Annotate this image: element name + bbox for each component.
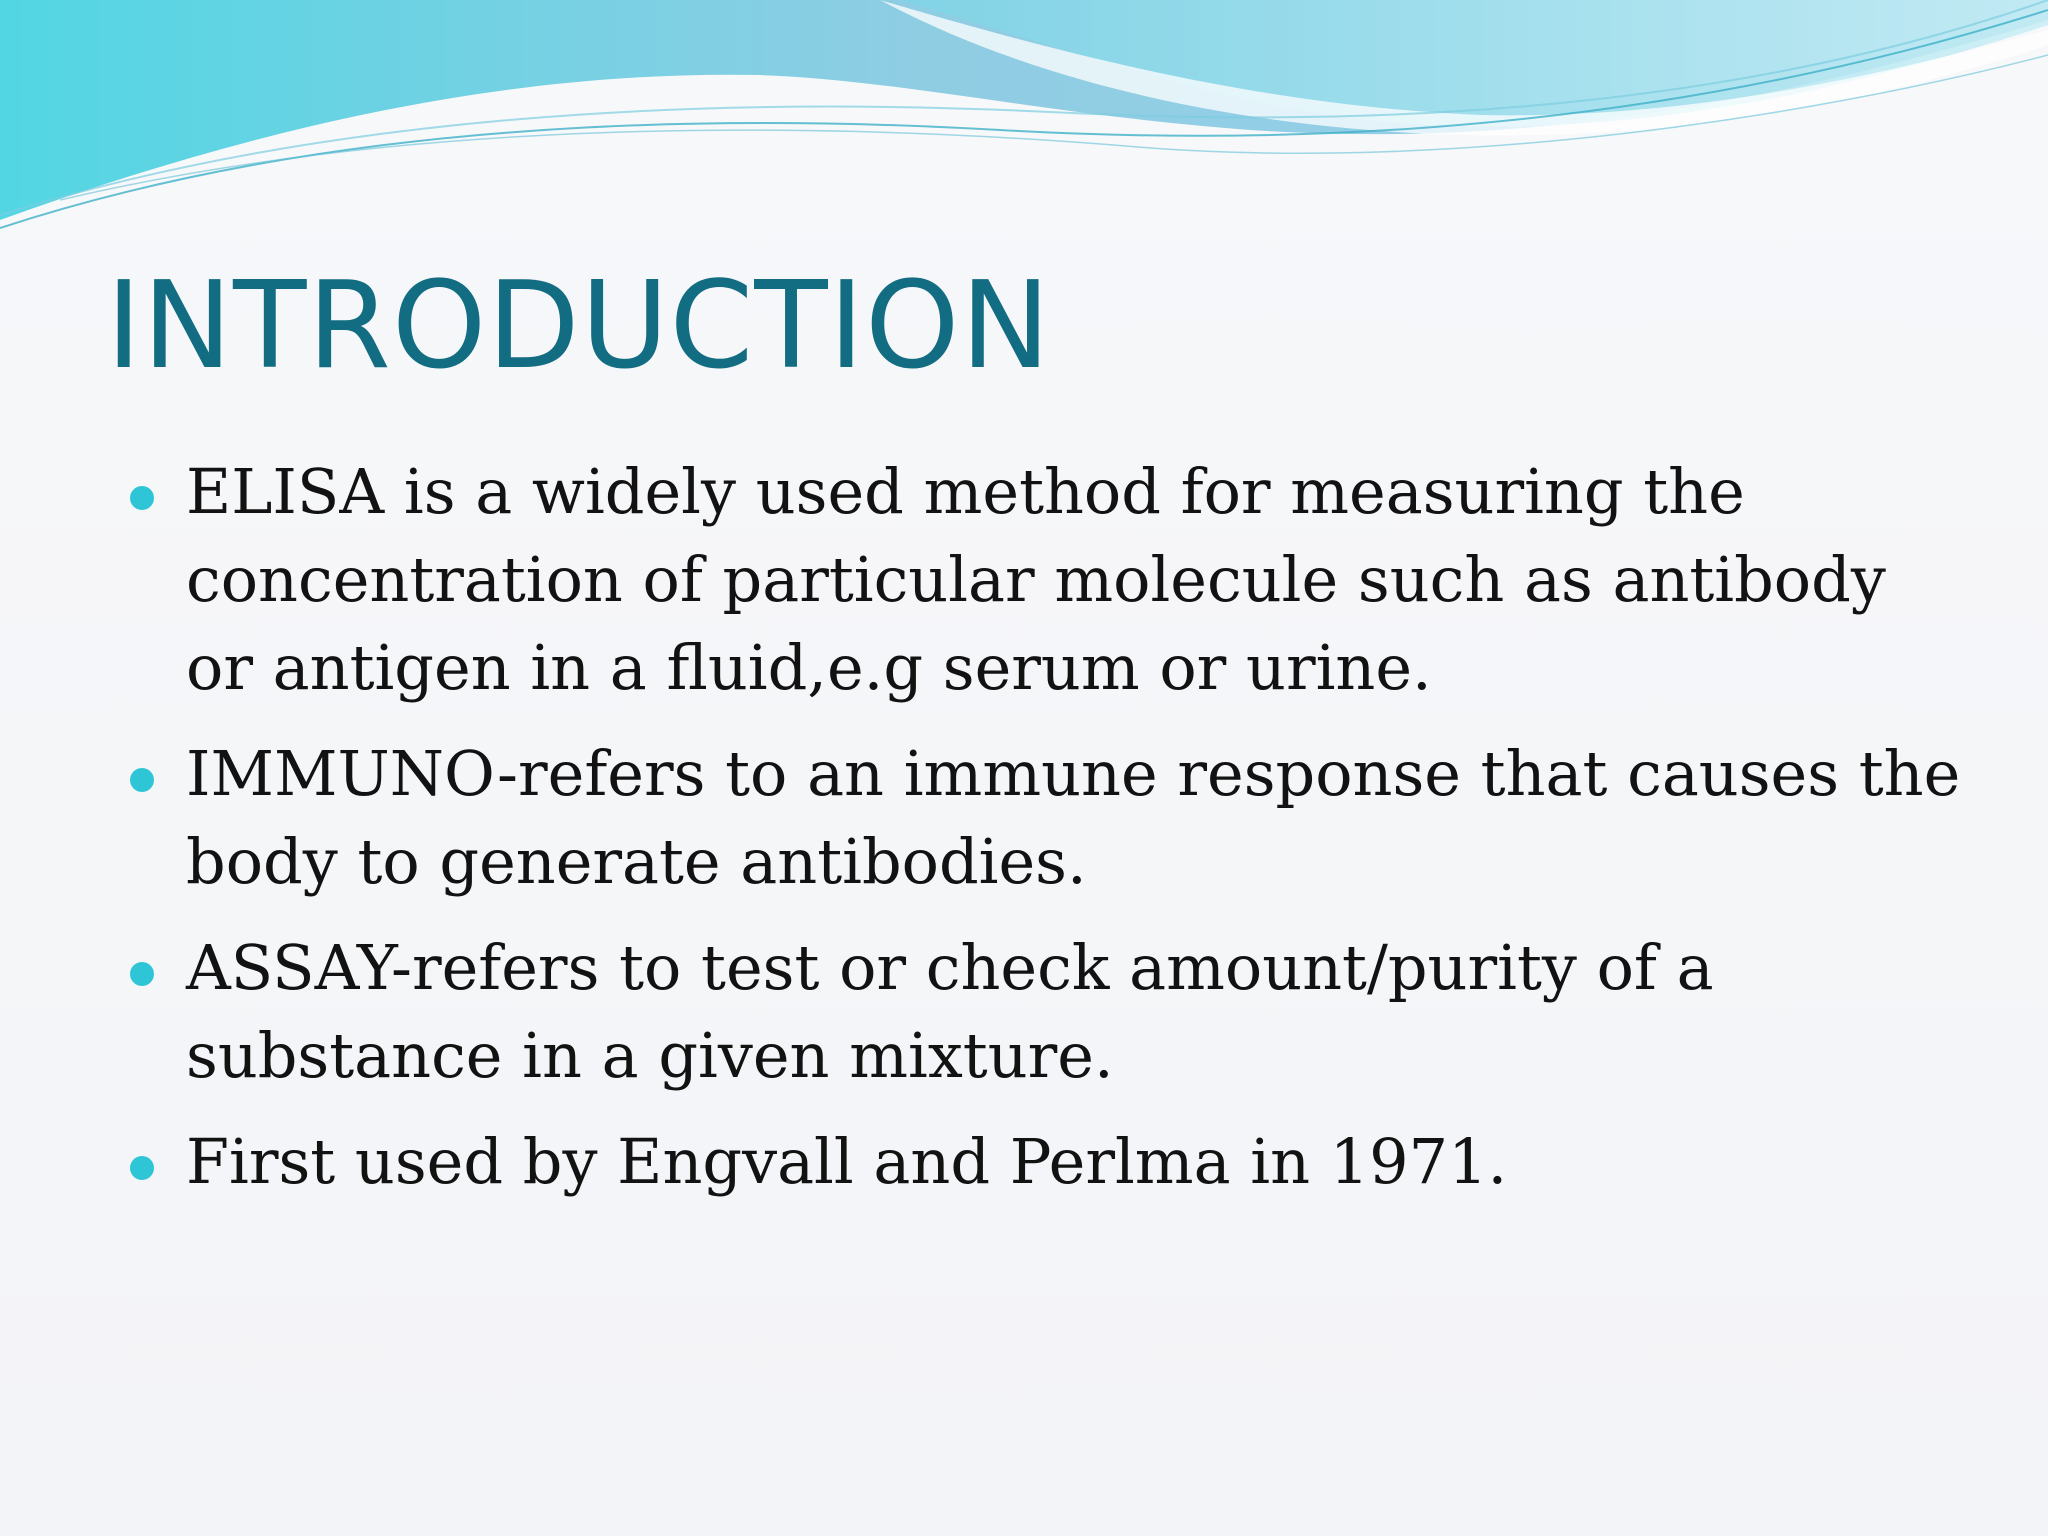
bullet-item [186,924,1966,1100]
header-wave-decoration [0,0,2048,260]
bullet-dot-icon [130,768,154,792]
bullet-list [186,448,1966,1224]
bullet-text: First used by Engvall and Perlma in 1971. [186,1125,1508,1198]
bullet-dot-icon [130,486,154,510]
slide-title: INTRODUCTION [106,257,1052,396]
bullet-item [186,730,1966,906]
bullet-dot-icon [130,1156,154,1180]
bullet-text: ELISA is a widely used method for measuring the concentration of particular molecule such as antibody or antigen in a fluid,e.g serum or urine. [186,455,1886,704]
bullet-item [186,448,1966,712]
bullet-text: ASSAY-refers to test or check amount/purity of a substance in a given mixture. [186,931,1714,1092]
bullet-dot-icon [130,962,154,986]
bullet-item [186,1118,1966,1206]
bullet-text: IMMUNO-refers to an immune response that causes the body to generate antibodies. [186,737,1961,898]
